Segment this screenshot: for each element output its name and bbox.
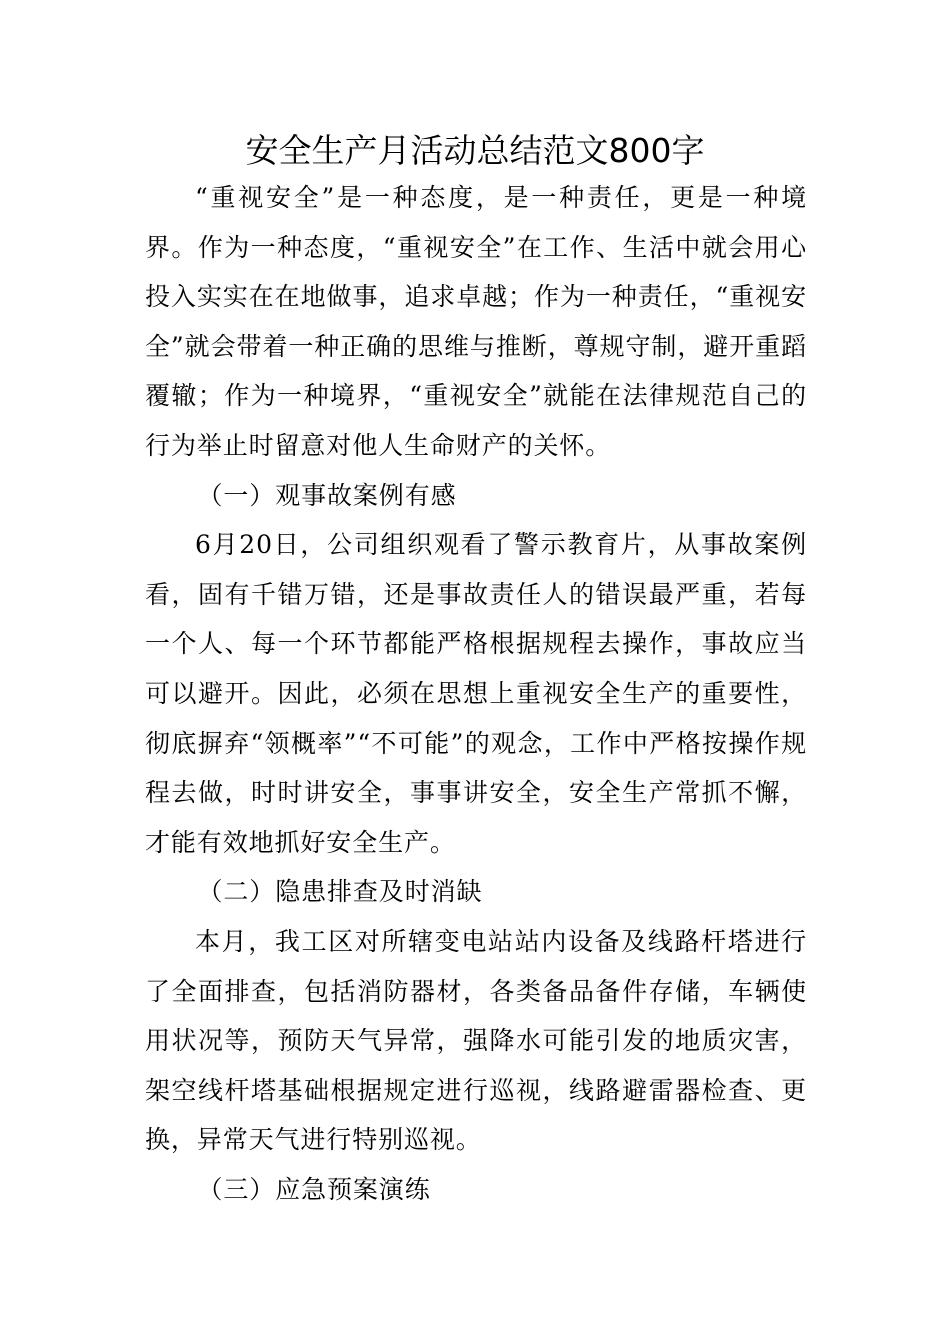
document-body — [145, 173, 807, 1214]
paragraph-hazard-check: 本月，我工区对所辖变电站站内设备及线路杆塔进行了全面排查，包括消防器材，各类备品备件存储，车辆使用状况等，预防天气异常，强降水可能引发的地质灾害，架空线杆塔基础根据规定进行巡视，线路避雷器检查、更换，异常天气进行特别巡视。 — [145, 926, 807, 1155]
section-heading-2: （二）隐患排查及时消缺 — [197, 877, 483, 907]
section-heading-3: （三）应急预案演练 — [197, 1174, 431, 1204]
section-heading-1: （一）观事故案例有感 — [197, 480, 457, 510]
paragraph-accident-case: 6月20日，公司组织观看了警示教育片，从事故案例看，固有千错万错，还是事故责任人的错误最严重，若每一个人、每一个环节都能严格根据规程去操作，事故应当可以避开。因此，必须在思想上重视安全生产的重要性，彻底摒弃“领概率”“不可能”的观念，工作中严格按操作规程去做，时时讲安全，事事讲安全，安全生产常抓不懈，才能有效地抓好安全生产。 — [145, 530, 807, 857]
paragraph-intro: “重视安全”是一种态度，是一种责任，更是一种境界。作为一种态度，“重视安全”在工作、生活中就会用心投入实实在在地做事，追求卓越；作为一种责任，“重视安全”就会带着一种正确的思维与推断，尊规守制，避开重蹈覆辙；作为一种境界，“重视安全”就能在法律规范自己的行为举止时留意对他人生命财产的关怀。 — [145, 183, 807, 460]
document-title: 安全生产月活动总结范文800字 — [245, 131, 705, 170]
